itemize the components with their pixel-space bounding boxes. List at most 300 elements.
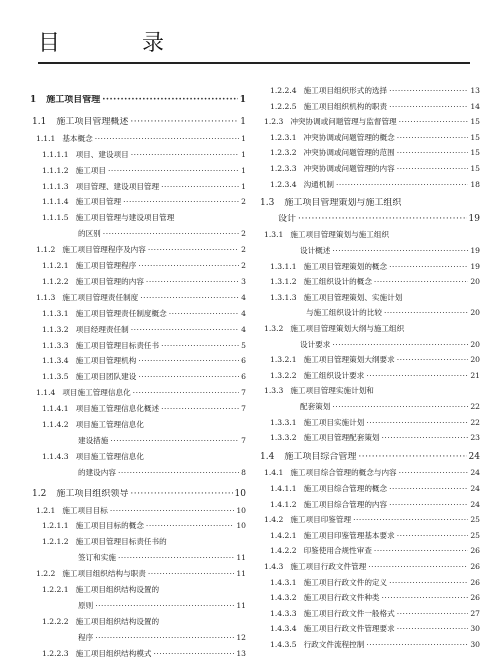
toc-entry-title: 项目、建设项目 bbox=[75, 149, 129, 159]
toc-page-number: 2 bbox=[241, 229, 246, 239]
toc-entry-title: 冲突协调或问题管理的范围 bbox=[303, 148, 395, 158]
toc-entry-title: 施工项目管理策划、实施计划 bbox=[303, 292, 403, 302]
toc-page-number: 4 bbox=[241, 308, 246, 318]
toc-entry-number: 1.2.2.1 bbox=[42, 585, 69, 594]
toc-entry-number: 1.2.2.5 bbox=[270, 101, 297, 111]
toc-page-number: 20 bbox=[470, 277, 480, 287]
toc-leader-dots bbox=[389, 85, 468, 96]
toc-entry-title: 项目施工管理信息化 bbox=[75, 451, 144, 461]
toc-leader-dots bbox=[169, 308, 239, 319]
toc-leader-dots bbox=[397, 147, 469, 158]
toc-entry-title: 施工项目管理目标责任书 bbox=[75, 340, 160, 350]
toc-entry bbox=[258, 85, 480, 96]
toc-entry-title: 施工项目综合管理的内容 bbox=[303, 499, 388, 509]
toc-leader-dots bbox=[366, 370, 468, 381]
toc-entry-title: 项目经理责任制 bbox=[75, 324, 129, 334]
toc-entry-number: 1.1.1.4 bbox=[42, 197, 69, 207]
toc-leader-dots bbox=[366, 417, 468, 428]
toc-entry-title: 设计要求 bbox=[300, 339, 331, 349]
toc-leader-dots bbox=[118, 552, 234, 563]
toc-entry-title: 施工项目管理策划与施工组织 bbox=[290, 230, 390, 240]
toc-entry-number: 1.4.3.1 bbox=[270, 577, 297, 587]
toc-entry-title: 施工项目综合管理的概念与内容 bbox=[290, 468, 397, 478]
toc-page-number: 26 bbox=[470, 577, 480, 587]
toc-leader-dots bbox=[389, 101, 468, 112]
toc-entry-number: 1.2.1 bbox=[36, 505, 56, 515]
toc-entry-number: 1.1.4.3 bbox=[42, 451, 69, 461]
toc-entry bbox=[30, 212, 246, 223]
toc-entry-continuation bbox=[258, 339, 480, 350]
toc-entry-number: 1.3.3 bbox=[264, 386, 284, 396]
toc-entry bbox=[258, 101, 480, 112]
toc-entry-number: 1.2.2.4 bbox=[270, 86, 297, 95]
toc-entry-number: 1.3.2 bbox=[264, 324, 284, 333]
toc-leader-dots bbox=[161, 403, 239, 414]
toc-entry-number: 1.1.2.2 bbox=[42, 276, 69, 286]
toc-page-number: 11 bbox=[236, 569, 246, 579]
toc-entry-title: 施工项目综合管理的概念 bbox=[303, 484, 388, 493]
toc-entry-number: 1.4.3.4 bbox=[270, 624, 297, 634]
toc-leader-dots bbox=[374, 545, 468, 556]
toc-entry bbox=[30, 95, 246, 106]
toc-entry-continuation bbox=[258, 245, 480, 256]
toc-entry bbox=[258, 323, 480, 334]
toc-entry-number: 1.3.3.2 bbox=[270, 433, 297, 443]
toc-entry-title: 施工项目印鉴管理 bbox=[290, 515, 352, 525]
toc-entry-number: 1 bbox=[30, 95, 37, 105]
toc-page-number: 13 bbox=[470, 86, 480, 95]
toc-entry-number: 1.4.3 bbox=[264, 562, 284, 571]
toc-entry-title: 施工项目组织结构设置的 bbox=[75, 616, 160, 626]
toc-entry-title: 施工项目行政文件管理 bbox=[290, 562, 367, 571]
toc-entry bbox=[30, 616, 246, 627]
toc-entry bbox=[30, 419, 246, 430]
toc-entry bbox=[258, 198, 480, 209]
toc-entry-number: 1.1.1 bbox=[36, 133, 56, 143]
toc-entry-title: 施工项目目标 bbox=[62, 505, 108, 515]
toc-entry-title: 施工项目管理 bbox=[75, 197, 122, 207]
toc-entry bbox=[258, 592, 480, 603]
toc-entry-number: 1.4.2.1 bbox=[270, 530, 297, 540]
toc-entry bbox=[30, 489, 246, 500]
toc-entry-number: 1.1.3.2 bbox=[42, 324, 69, 334]
toc-entry bbox=[30, 133, 246, 144]
toc-leader-dots bbox=[382, 592, 469, 603]
toc-page-number: 22 bbox=[470, 417, 480, 427]
toc-entry-title: 施工项目管理责任制度 bbox=[62, 292, 139, 302]
toc-entry-number: 1.2.1.2 bbox=[42, 537, 69, 547]
toc-entry-number: 1.1.1.1 bbox=[42, 149, 69, 159]
toc-page-number: 7 bbox=[241, 404, 246, 414]
toc-leader-dots bbox=[95, 133, 239, 144]
toc-entry-title: 施工项目团队建设 bbox=[75, 372, 137, 382]
toc-leader-dots bbox=[148, 568, 234, 579]
toc-entry-number: 1.1.4.2 bbox=[42, 420, 69, 429]
toc-entry-title: 施工项目行政文件一般格式 bbox=[303, 608, 395, 618]
toc-entry-title: 行政文件流程控制 bbox=[303, 640, 365, 649]
toc-page-number: 19 bbox=[470, 246, 480, 255]
toc-page-number: 5 bbox=[241, 340, 246, 350]
toc-entry-title: 施工项目管理程序及内容 bbox=[62, 245, 146, 255]
toc-entry bbox=[258, 370, 480, 381]
toc-entry bbox=[30, 355, 246, 366]
toc-entry bbox=[30, 117, 246, 128]
toc-entry-title: 施工项目管理责任制度概念 bbox=[75, 308, 167, 318]
toc-entry-title: 的建设内容 bbox=[78, 467, 116, 477]
toc-page-number: 14 bbox=[470, 101, 480, 111]
toc-entry bbox=[258, 432, 480, 443]
title-rule bbox=[38, 62, 470, 64]
toc-page-number: 19 bbox=[470, 261, 480, 271]
toc-page-number: 15 bbox=[470, 117, 480, 127]
toc-leader-dots bbox=[397, 132, 469, 143]
toc-entry-number: 1.3.1.2 bbox=[270, 277, 297, 287]
toc-entry-number: 1.1.3.5 bbox=[42, 372, 69, 382]
toc-entry-title: 配套策划 bbox=[300, 402, 331, 411]
toc-entry-number: 1.4.2.2 bbox=[270, 546, 297, 556]
page-title: 目 录 bbox=[38, 31, 195, 56]
toc-entry-title: 施工项目行政文件种类 bbox=[303, 593, 380, 603]
toc-entry-title: 沟通机制 bbox=[303, 179, 334, 189]
toc-entry-number: 1.3.3.1 bbox=[270, 417, 297, 427]
toc-entry bbox=[258, 116, 480, 127]
toc-entry-title: 建设措施 bbox=[78, 435, 109, 445]
toc-entry bbox=[258, 639, 480, 650]
toc-entry-title: 施工项目印鉴管理基本要求 bbox=[303, 530, 395, 540]
toc-entry-title: 施工项目管理策划大纲与施工组织 bbox=[290, 324, 405, 333]
toc-entry-title: 施工项目组织结构模式 bbox=[75, 648, 152, 658]
toc-page-number: 2 bbox=[241, 261, 246, 270]
toc-entry bbox=[258, 163, 480, 174]
toc-leader-dots bbox=[146, 276, 239, 287]
toc-entry bbox=[30, 260, 246, 271]
toc-leader-dots bbox=[95, 632, 234, 643]
toc-entry-title: 项目管理、建设项目管理 bbox=[75, 181, 160, 191]
toc-leader-dots bbox=[108, 165, 239, 176]
toc-entry-number: 1.1.3.4 bbox=[42, 356, 69, 366]
toc-entry-title: 冲突协调或问题管理的概念 bbox=[303, 132, 395, 142]
toc-entry-continuation bbox=[258, 401, 480, 412]
toc-entry-title: 施工项目管理概述 bbox=[56, 116, 129, 127]
toc-entry-number: 1.2.3.2 bbox=[270, 148, 297, 158]
toc-entry-number: 1.1.4.1 bbox=[42, 404, 69, 414]
toc-entry-number: 1.4.3.5 bbox=[270, 640, 297, 649]
toc-leader-dots bbox=[389, 261, 468, 272]
toc-entry-continuation bbox=[30, 435, 246, 446]
toc-entry-number: 1.1.3 bbox=[36, 292, 56, 302]
toc-entry-title: 施工项目管理实施计划和 bbox=[290, 386, 374, 396]
toc-page-number: 23 bbox=[470, 433, 480, 443]
toc-page-number: 20 bbox=[470, 308, 480, 318]
toc-page-number: 20 bbox=[470, 355, 480, 365]
toc-page-number: 24 bbox=[470, 484, 480, 493]
toc-page-number: 19 bbox=[468, 213, 480, 224]
toc-leader-dots bbox=[374, 276, 468, 287]
toc-entry-title: 项目施工管理信息化概述 bbox=[75, 404, 160, 414]
toc-entry-title: 施工组织设计要求 bbox=[303, 370, 365, 380]
toc-page-number: 15 bbox=[470, 132, 480, 142]
toc-entry-title: 施工项目实施计划 bbox=[303, 417, 365, 427]
toc-entry bbox=[30, 196, 246, 207]
toc-entry-number: 1.4.1.1 bbox=[270, 484, 297, 493]
toc-entry-number: 1.1.1.5 bbox=[42, 213, 69, 223]
toc-entry-title: 与施工组织设计的比较 bbox=[306, 308, 382, 318]
toc-entry-title: 印鉴使用合规性审查 bbox=[303, 546, 372, 556]
toc-entry bbox=[258, 276, 480, 287]
toc-entry bbox=[258, 467, 480, 478]
toc-entry-title: 设计概述 bbox=[300, 246, 331, 255]
toc-entry-continuation bbox=[30, 552, 246, 563]
toc-entry-title: 施工项目管理与建设项目管理 bbox=[75, 213, 175, 223]
toc-page-number: 4 bbox=[241, 292, 246, 302]
toc-leader-dots bbox=[358, 452, 466, 463]
toc-leader-dots bbox=[102, 95, 237, 106]
toc-entry bbox=[258, 483, 480, 494]
toc-entry-number: 1.2.2 bbox=[36, 569, 56, 579]
toc-entry-title: 签订和实施 bbox=[78, 553, 116, 563]
toc-entry-title: 设计 bbox=[278, 213, 297, 224]
toc-page-number: 26 bbox=[470, 562, 480, 571]
toc-entry-continuation bbox=[30, 467, 246, 478]
toc-entry-title: 施工项目目标的概念 bbox=[75, 521, 144, 531]
toc-leader-dots bbox=[384, 307, 468, 318]
toc-page-number: 7 bbox=[241, 388, 246, 398]
toc-leader-dots bbox=[130, 117, 238, 128]
toc-leader-dots bbox=[131, 149, 239, 160]
toc-leader-dots bbox=[138, 371, 239, 382]
toc-page-number: 1 bbox=[241, 181, 246, 191]
toc-leader-dots bbox=[332, 339, 468, 350]
toc-entry bbox=[258, 354, 480, 365]
toc-leader-dots bbox=[138, 260, 239, 271]
toc-entry bbox=[30, 181, 246, 192]
toc-entry-title: 施工项目行政文件的定义 bbox=[303, 577, 388, 587]
toc-leader-dots bbox=[298, 214, 467, 225]
toc-entry-title: 施工项目管理策划与施工组织 bbox=[284, 198, 402, 209]
toc-leader-dots bbox=[397, 623, 469, 634]
toc-entry bbox=[258, 514, 480, 525]
toc-entry-number: 1.2.3.4 bbox=[270, 179, 297, 189]
toc-leader-dots bbox=[123, 196, 239, 207]
toc-leader-dots bbox=[161, 181, 239, 192]
toc-entry-title: 施工项目组织机构的职责 bbox=[303, 101, 388, 111]
toc-page-number: 20 bbox=[470, 339, 480, 349]
toc-page-number: 15 bbox=[470, 148, 480, 158]
toc-entry bbox=[30, 244, 246, 255]
toc-entry bbox=[258, 452, 480, 463]
toc-entry-title: 施工项目管理策划大纲要求 bbox=[303, 355, 395, 365]
toc-page-number: 24 bbox=[468, 451, 480, 462]
toc-leader-dots bbox=[110, 435, 239, 446]
toc-page-number: 30 bbox=[470, 640, 480, 649]
toc-leader-dots bbox=[118, 467, 239, 478]
toc-entry-title: 冲突协调或问题管理的内容 bbox=[303, 164, 395, 173]
toc-entry-number: 1.4 bbox=[260, 451, 275, 462]
toc-leader-dots bbox=[397, 530, 469, 541]
toc-entry-continuation bbox=[30, 632, 246, 643]
toc-entry-title: 基本概念 bbox=[62, 133, 93, 143]
toc-leader-dots bbox=[389, 577, 468, 588]
toc-entry-number: 1.3.2.1 bbox=[270, 355, 297, 365]
toc-leader-dots bbox=[154, 648, 235, 659]
toc-leader-dots bbox=[146, 520, 234, 531]
toc-entry-title: 施工项目管理 bbox=[46, 95, 101, 105]
toc-entry bbox=[258, 545, 480, 556]
toc-entry bbox=[30, 505, 246, 516]
toc-page-number: 25 bbox=[470, 515, 480, 525]
toc-entry-number: 1.2.3.1 bbox=[270, 132, 297, 142]
toc-leader-dots bbox=[161, 340, 239, 351]
toc-entry bbox=[258, 417, 480, 428]
toc-entry-number: 1.1.2.1 bbox=[42, 261, 69, 270]
toc-entry-title: 施工项目行政文件管理要求 bbox=[303, 624, 395, 634]
toc-entry-number: 1.1.4 bbox=[36, 388, 56, 398]
toc-page-number: 2 bbox=[241, 245, 246, 255]
toc-leader-dots bbox=[138, 355, 239, 366]
toc-page-number: 1 bbox=[241, 133, 246, 143]
toc-entry-title: 施工项目组织结构设置的 bbox=[75, 585, 160, 594]
toc-leader-dots bbox=[397, 608, 469, 619]
toc-leader-dots bbox=[389, 499, 468, 510]
toc-leader-dots bbox=[95, 600, 234, 611]
toc-entry bbox=[30, 371, 246, 382]
toc-entry bbox=[30, 584, 246, 595]
toc-entry bbox=[30, 568, 246, 579]
toc-entry-number: 1.2.3.3 bbox=[270, 164, 297, 173]
toc-entry-number: 1.3.1.1 bbox=[270, 261, 297, 271]
toc-page-number: 24 bbox=[470, 468, 480, 478]
toc-entry-title: 施工项目组织形式的选择 bbox=[303, 86, 388, 95]
toc-entry-number: 1.1.2 bbox=[36, 245, 56, 255]
toc-entry-title: 项目施工管理信息化 bbox=[75, 420, 144, 429]
toc-page-number: 18 bbox=[470, 179, 480, 189]
toc-leader-dots bbox=[103, 228, 239, 239]
toc-leader-dots bbox=[336, 179, 468, 190]
toc-leader-dots bbox=[332, 245, 468, 256]
toc-entry bbox=[30, 536, 246, 547]
toc-entry bbox=[258, 292, 480, 303]
toc-entry-number: 1.1.3.1 bbox=[42, 308, 69, 318]
toc-entry-title: 程序 bbox=[78, 632, 94, 642]
toc-page-number: 11 bbox=[236, 553, 246, 563]
toc-page-number: 11 bbox=[236, 600, 246, 610]
toc-page-number: 30 bbox=[470, 624, 480, 634]
toc-entry bbox=[30, 648, 246, 659]
toc-page-number: 24 bbox=[470, 499, 480, 509]
toc-entry-continuation bbox=[258, 214, 480, 225]
toc-page-number: 10 bbox=[236, 505, 246, 515]
toc-page-number: 1 bbox=[241, 165, 246, 175]
toc-leader-dots bbox=[110, 505, 234, 516]
toc-leader-dots bbox=[133, 387, 239, 398]
toc-leader-dots bbox=[366, 639, 468, 650]
toc-leader-dots bbox=[389, 483, 468, 494]
toc-entry-title: 冲突协调或问题管理与监督管理 bbox=[290, 117, 397, 127]
toc-entry-title: 施工组织设计的概念 bbox=[303, 277, 372, 287]
toc-entry-continuation bbox=[30, 600, 246, 611]
toc-page-number: 2 bbox=[241, 197, 246, 207]
toc-entry-number: 1.4.3.2 bbox=[270, 593, 297, 603]
toc-page-number: 6 bbox=[241, 372, 246, 382]
toc-entry bbox=[30, 340, 246, 351]
toc-page-number: 1 bbox=[240, 116, 246, 127]
toc-page-number: 21 bbox=[470, 370, 480, 380]
toc-entry-title: 施工项目管理目标责任书的 bbox=[75, 537, 167, 547]
toc-entry-number: 1.4.2 bbox=[264, 515, 284, 525]
toc-entry-title: 施工项目管理的内容 bbox=[75, 276, 144, 286]
toc-entry bbox=[258, 577, 480, 588]
toc-leader-dots bbox=[130, 489, 232, 500]
toc-leader-dots bbox=[368, 561, 468, 572]
toc-entry-number: 1.4.1 bbox=[264, 468, 284, 478]
toc-page-number: 1 bbox=[239, 95, 246, 105]
toc-page-number: 7 bbox=[241, 435, 246, 445]
toc-entry-number: 1.1.3.3 bbox=[42, 340, 69, 350]
toc-entry-title: 施工项目组织结构与职责 bbox=[62, 569, 146, 579]
toc-entry-number: 1.4.3.3 bbox=[270, 608, 297, 618]
toc-entry-number: 1.1.1.3 bbox=[42, 181, 69, 191]
toc-page-number: 12 bbox=[236, 632, 246, 642]
toc-entry-number: 1.1.1.2 bbox=[42, 165, 69, 175]
toc-page-number: 8 bbox=[241, 467, 246, 477]
toc-page-number: 27 bbox=[470, 608, 480, 618]
toc-leader-dots bbox=[148, 244, 239, 255]
toc-leader-dots bbox=[399, 467, 469, 478]
toc-entry bbox=[258, 179, 480, 190]
toc-entry bbox=[30, 308, 246, 319]
toc-leader-dots bbox=[131, 324, 239, 335]
toc-entry-title: 原则 bbox=[78, 600, 94, 610]
toc-entry-title: 施工项目管理策划的概念 bbox=[303, 261, 388, 271]
toc-entry bbox=[258, 132, 480, 143]
toc-page-number: 6 bbox=[241, 356, 246, 366]
toc-entry-number: 1.3.1.3 bbox=[270, 292, 297, 302]
toc-entry-title: 项目施工管理信息化 bbox=[62, 388, 131, 398]
toc-entry-number: 1.2.2.3 bbox=[42, 648, 69, 658]
toc-entry-number: 1.1 bbox=[32, 116, 47, 127]
toc-entry bbox=[258, 229, 480, 240]
toc-entry bbox=[258, 608, 480, 619]
toc-entry-number: 1.2 bbox=[32, 488, 47, 499]
toc-entry-number: 1.3.1 bbox=[264, 230, 284, 240]
toc-entry-title: 的区别 bbox=[78, 229, 101, 239]
toc-entry bbox=[258, 261, 480, 272]
toc-page-number: 4 bbox=[241, 324, 246, 334]
toc-entry bbox=[30, 276, 246, 287]
toc-entry bbox=[30, 451, 246, 462]
toc-entry bbox=[30, 165, 246, 176]
toc-leader-dots bbox=[397, 354, 469, 365]
toc-entry bbox=[30, 292, 246, 303]
toc-page-number: 26 bbox=[470, 593, 480, 603]
toc-entry bbox=[258, 561, 480, 572]
toc-entry-number: 1.3.2.2 bbox=[270, 370, 297, 380]
toc-page-number: 10 bbox=[236, 521, 246, 531]
toc-entry-number: 1.2.3 bbox=[264, 117, 284, 127]
toc-page-number: 25 bbox=[470, 530, 480, 540]
toc-page-number: 10 bbox=[234, 488, 246, 499]
toc-page-number: 1 bbox=[241, 149, 246, 159]
toc-leader-dots bbox=[382, 432, 469, 443]
toc-entry bbox=[30, 324, 246, 335]
toc-entry bbox=[258, 147, 480, 158]
toc-entry bbox=[258, 530, 480, 541]
toc-entry-number: 1.4.1.2 bbox=[270, 499, 297, 509]
toc-entry-continuation bbox=[30, 228, 246, 239]
toc-entry-number: 1.2.2.2 bbox=[42, 616, 69, 626]
toc-entry bbox=[258, 385, 480, 396]
toc-entry-title: 施工项目管理机构 bbox=[75, 356, 137, 366]
